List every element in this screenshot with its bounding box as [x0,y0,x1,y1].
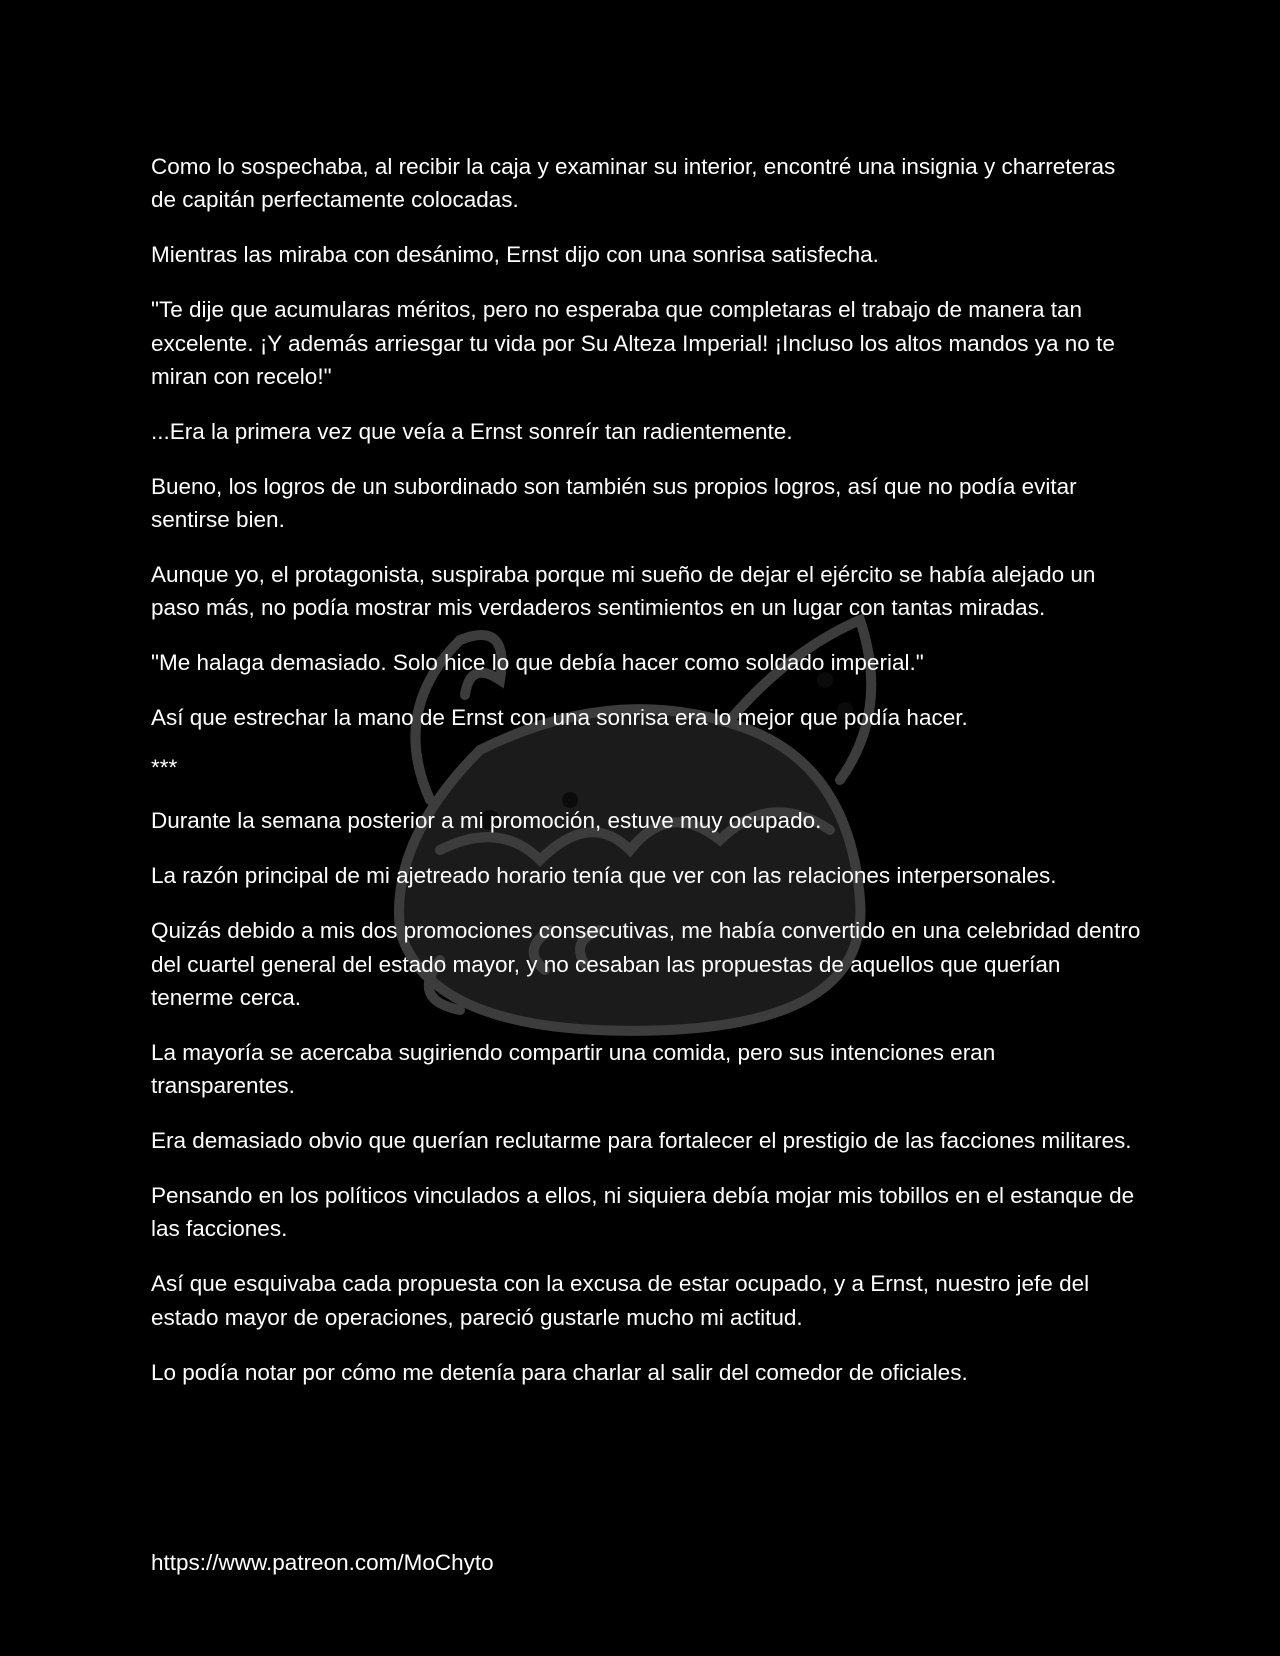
paragraph: Era demasiado obvio que querían reclutarme para fortalecer el prestigio de las facciones militares. [151,1128,1132,1154]
paragraph: Aunque yo, el protagonista, suspiraba porque mi sueño de dejar el ejército se había alejado un paso más, no podía mostrar mis verdaderos sentimientos en un lugar con tantas miradas. [151,562,1096,621]
paragraph: Así que esquivaba cada propuesta con la excusa de estar ocupado, y a Ernst, nuestro jefe del estado mayor de operaciones, pareció gustarle mucho mi actitud. [151,1271,1090,1330]
scene-break: *** [151,755,178,781]
paragraph: Bueno, los logros de un subordinado son también sus propios logros, así que no podía evitar sentirse bien. [151,473,1077,533]
paragraph: Durante la semana posterior a mi promoción, estuve muy ocupado. [151,808,822,834]
paragraph: "Me halaga demasiado. Solo hice lo que debía hacer como soldado imperial." [151,650,924,676]
paragraph: La mayoría se acercaba sugiriendo compartir una comida, pero sus intenciones eran transparentes. [151,1039,996,1099]
paragraph: "Te dije que acumularas méritos, pero no esperaba que completaras el trabajo de manera tan excelente. ¡Y además arriesgar tu vida por Su Alteza Imperial! ¡Incluso los altos mandos ya no te miran con recelo!" [151,297,1115,389]
paragraph: Como lo sospechaba, al recibir la caja y examinar su interior, encontré una insignia y charreteras de capitán perfectamente colocadas. [151,154,1116,213]
paragraph: Pensando en los políticos vinculados a ellos, ni siquiera debía mojar mis tobillos en el estanque de las facciones. [151,1183,1135,1242]
paragraph: Lo podía notar por cómo me detenía para charlar al salir del comedor de oficiales. [151,1359,968,1385]
paragraph: Así que estrechar la mano de Ernst con una sonrisa era lo mejor que podía hacer. [151,705,968,731]
patreon-link[interactable]: https://www.patreon.com/MoChyto [151,1550,494,1575]
paragraph: Quizás debido a mis dos promociones consecutivas, me había convertido en una celebridad dentro del cuartel general del estado mayor, y no cesaban las propuestas de aquellos que querían tenerme cerca. [151,918,1141,1010]
paragraph: ...Era la primera vez que veía a Ernst sonreír tan radientemente. [151,418,793,444]
paragraph: Mientras las miraba con desánimo, Ernst dijo con una sonrisa satisfecha. [151,242,879,268]
chapter-text [151,150,1141,1411]
paragraph: La razón principal de mi ajetreado horario tenía que ver con las relaciones interpersonales. [151,863,1057,889]
